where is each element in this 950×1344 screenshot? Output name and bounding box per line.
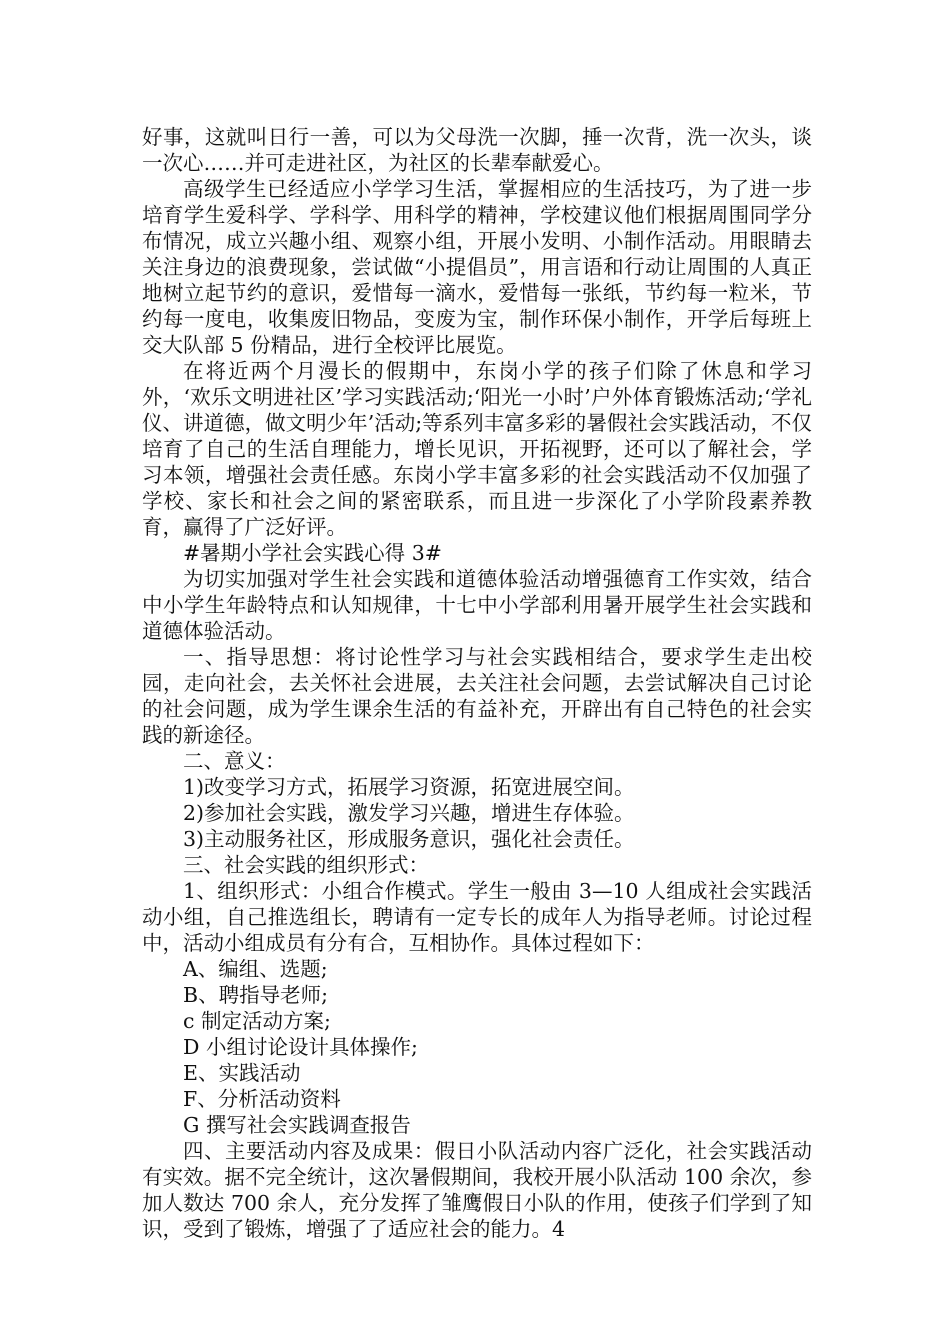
significance-heading: 二、意义：	[183, 749, 286, 773]
step-f: F、分析活动资料	[183, 1087, 341, 1111]
step-d: D 小组讨论设计具体操作;	[183, 1035, 418, 1059]
step-e: E、实践活动	[183, 1061, 301, 1085]
significance-item-3: 3)主动服务社区，形成服务意识，强化社会责任。	[183, 827, 635, 851]
paragraph-5: 为切实加强对学生社会实践和道德体验活动增强德育工作实效，结合中小学生年龄特点和认知规律，十七中小学部利用暑开展学生社会实践和道德体验活动。	[142, 567, 812, 643]
significance-item-2: 2)参加社会实践，激发学习兴趣，增进生存体验。	[183, 801, 635, 825]
document-page	[142, 124, 812, 1242]
significance-item-1: 1)改变学习方式，拓展学习资源，拓宽进展空间。	[183, 775, 635, 799]
organization-heading: 三、社会实践的组织形式：	[183, 853, 429, 877]
guiding-thought: 一、指导思想：将讨论性学习与社会实践相结合，要求学生走出校园，走向社会，去关怀社会进展，去关注社会问题，去尝试解决自己讨论的社会问题，成为学生课余生活的有益补充，开辟出有自己特色的社会实践的新途径。	[142, 645, 812, 747]
paragraph-3: 在将近两个月漫长的假期中，东岗小学的孩子们除了休息和学习外，‘欢乐文明进社区’学习实践活动;‘阳光一小时’户外体育锻炼活动;‘学礼仪、讲道德，做文明少年’活动;等系列丰富多彩的暑假社会实践活动，不仅培育了自己的生活自理能力，增长见识，开拓视野，还可以了解社会，学习本领，增强社会责任感。东岗小学丰富多彩的社会实践活动不仅加强了学校、家长和社会之间的紧密联系，而且进一步深化了小学阶段素养教育，赢得了广泛好评。	[142, 359, 812, 539]
paragraph-1: 好事，这就叫日行一善，可以为父母洗一次脚，捶一次背，洗一次头，谈一次心……并可走进社区，为社区的长辈奉献爱心。	[142, 125, 812, 175]
step-g: G 撰写社会实践调查报告	[183, 1113, 411, 1137]
step-a: A、编组、选题;	[183, 957, 328, 981]
paragraph-2: 高级学生已经适应小学学习生活，掌握相应的生活技巧，为了进一步培育学生爱科学、学科学、用科学的精神，学校建议他们根据周围同学分布情况，成立兴趣小组、观察小组，开展小发明、小制作活动。用眼睛去关注身边的浪费现象，尝试做“小提倡员”，用言语和行动让周围的人真正地树立起节约的意识，爱惜每一滴水，爱惜每一张纸，节约每一粒米，节约每一度电，收集废旧物品，变废为宝，制作环保小制作，开学后每班上交大队部 5 份精品，进行全校评比展览。	[142, 177, 812, 357]
organization-form: 1、组织形式：小组合作模式。学生一般由 3—10 人组成社会实践活动小组，自己推选组长，聘请有一定专长的成年人为指导老师。讨论过程中，活动小组成员有分有合，互相协作。具体过程如下：	[142, 879, 812, 955]
section-heading: #暑期小学社会实践心得 3#	[183, 541, 442, 565]
step-c: c 制定活动方案;	[183, 1009, 331, 1033]
activities-results: 四、主要活动内容及成果：假日小队活动内容广泛化，社会实践活动有实效。据不完全统计，这次暑假期间，我校开展小队活动 100 余次，参加人数达 700 余人，充分发挥了雏鹰假日小队的作用，使孩子们学到了知识，受到了锻炼，增强了了适应社会的能力。4	[142, 1139, 812, 1241]
step-b: B、聘指导老师;	[183, 983, 328, 1007]
